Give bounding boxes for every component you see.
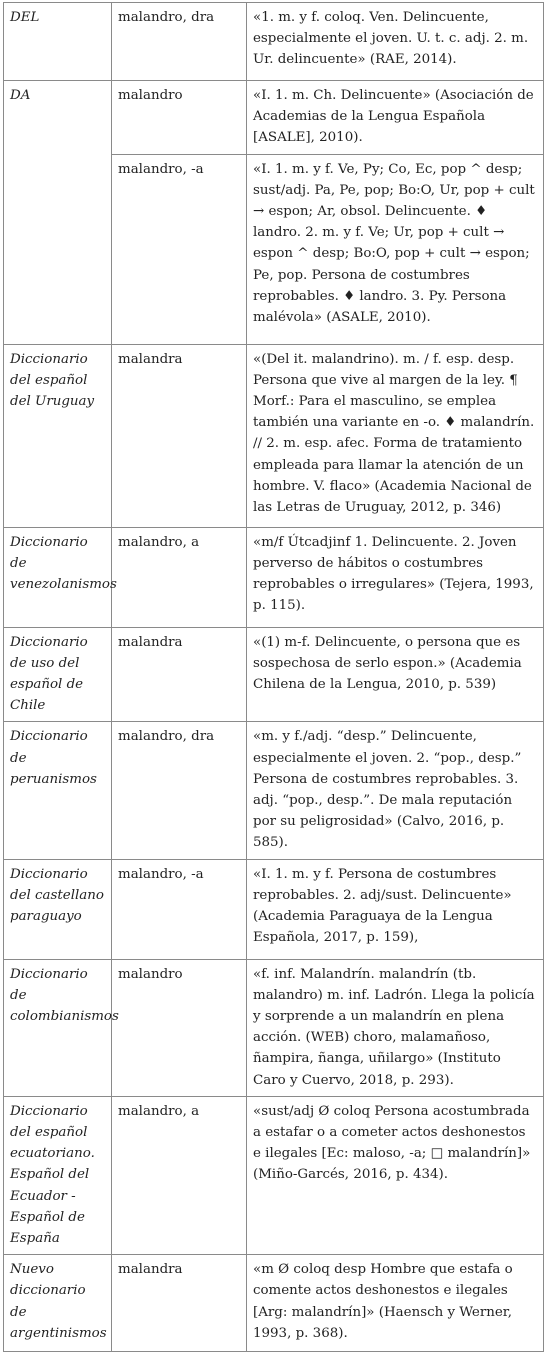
table-row [4, 527, 544, 627]
definition-cell: «(Del it. malandrino). m. / f. esp. desp. Persona que vive al margen de la ley. ¶ Morf.: Para el masculino, se emplea también una variante en -o. ♦ malandrín. // 2. m. esp. afec. Forma de tratamiento empleada para llamar la atención de un hombre. V. flaco» (Academia Nacional de las Letras de Uruguay, 2012, p. 346) [247, 344, 544, 527]
lemma-cell: malandro, dra [112, 722, 247, 859]
dictionary-table [3, 2, 544, 1352]
lemma-cell: malandro [112, 959, 247, 1096]
table-row [4, 859, 544, 959]
source-cell: Diccionario de peruanismos [4, 722, 112, 859]
definition-cell: «f. inf. Malandrín. malandrín (tb. malandro) m. inf. Ladrón. Llega la policía y sorprende a un malandrín en plena acción. (WEB) choro, malamañoso, ñampira, ñanga, uñilargo» (Instituto Caro y Cuervo, 2018, p. 293). [247, 959, 544, 1096]
table-row [4, 959, 544, 1096]
definition-cell: «m/f Útcadjinf 1. Delincuente. 2. Joven perverso de hábitos o costumbres reprobables o irregulares» (Tejera, 1993, p. 115). [247, 527, 544, 627]
definition-cell: «m Ø coloq desp Hombre que estafa o comente actos deshonestos e ilegales [Arg: malandrín]» (Haensch y Werner, 1993, p. 368). [247, 1255, 544, 1352]
source-cell: Diccionario de uso del español de Chile [4, 627, 112, 722]
source-cell: Diccionario de venezolanismos [4, 527, 112, 627]
lemma-cell: malandro, a [112, 527, 247, 627]
lemma-cell: malandro [112, 81, 247, 155]
lemma-cell: malandra [112, 344, 247, 527]
source-cell: Diccionario del español del Uruguay [4, 344, 112, 527]
definition-cell: «I. 1. m. y f. Ve, Py; Co, Ec, pop ^ desp; sust/adj. Pa, Pe, pop; Bo:O, Ur, pop + cult → espon; Ar, obsol. Delincuente. ♦ landro. 2. m. y f. Ve; Ur, pop + cult → espon ^ desp; Bo:O, pop + cult → espon; Pe, pop. Persona de costumbres reprobables. ♦ landro. 3. Py. Persona malévola» (ASALE, 2010). [247, 154, 544, 344]
definition-cell: «1. m. y f. coloq. Ven. Delincuente, especialmente el joven. U. t. c. adj. 2. m. Ur. delincuente» (RAE, 2014). [247, 3, 544, 81]
lemma-cell: malandro, dra [112, 3, 247, 81]
lemma-cell: malandro, -a [112, 154, 247, 344]
lemma-cell: malandro, -a [112, 859, 247, 959]
definition-cell: «(1) m-f. Delincuente, o persona que es sospechosa de serlo espon.» (Academia Chilena de la Lengua, 2010, p. 539) [247, 627, 544, 722]
source-cell: Diccionario del castellano paraguayo [4, 859, 112, 959]
table-row [4, 344, 544, 527]
definition-cell: «I. 1. m. y f. Persona de costumbres reprobables. 2. adj/sust. Delincuente» (Academia Paraguaya de la Lengua Española, 2017, p. 159), [247, 859, 544, 959]
source-cell: DA [4, 81, 112, 345]
definition-cell: «m. y f./adj. “desp.” Delincuente, especialmente el joven. 2. “pop., desp.” Persona de costumbres reprobables. 3. adj. “pop., desp.”. De mala reputación por su peligrosidad» (Calvo, 2016, p. 585). [247, 722, 544, 859]
table-row [4, 81, 544, 155]
definition-cell: «sust/adj Ø coloq Persona acostumbrada a estafar o a cometer actos deshonestos e ilegales [Ec: maloso, -a; □ malandrín]» (Miño-Garcés, 2016, p. 434). [247, 1096, 544, 1254]
source-cell: Diccionario del español ecuatoriano. Español del Ecuador - Español de España [4, 1096, 112, 1254]
table-row [4, 627, 544, 722]
table-row [4, 3, 544, 81]
table-row [4, 722, 544, 859]
source-cell: Nuevo diccionario de argentinismos [4, 1255, 112, 1352]
source-cell: DEL [4, 3, 112, 81]
lemma-cell: malandro, a [112, 1096, 247, 1254]
table-row [4, 1255, 544, 1352]
definition-cell: «I. 1. m. Ch. Delincuente» (Asociación de Academias de la Lengua Española [ASALE], 2010). [247, 81, 544, 155]
lemma-cell: malandra [112, 627, 247, 722]
source-cell: Diccionario de colombianismos [4, 959, 112, 1096]
table-row [4, 1096, 544, 1254]
lemma-cell: malandra [112, 1255, 247, 1352]
